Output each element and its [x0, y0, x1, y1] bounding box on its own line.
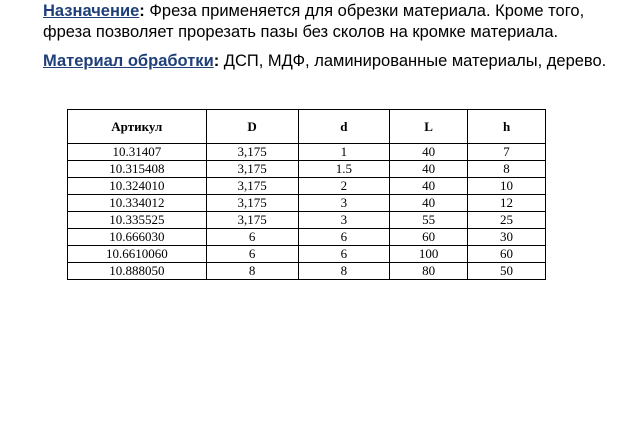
cell-D: 3,175	[206, 195, 298, 212]
cell-D: 3,175	[206, 178, 298, 195]
cell-d: 1	[298, 144, 390, 161]
table-row	[68, 195, 546, 212]
cell-D: 3,175	[206, 144, 298, 161]
cell-D: 3,175	[206, 161, 298, 178]
cell-d: 3	[298, 212, 390, 229]
cell-article: 10.334012	[68, 195, 207, 212]
cell-L: 55	[390, 212, 468, 229]
header-article: Артикул	[68, 110, 207, 144]
cell-L: 60	[390, 229, 468, 246]
table-row	[68, 212, 546, 229]
material-label: Материал обработки	[43, 52, 214, 70]
material-paragraph	[43, 51, 633, 72]
material-colon: :	[213, 52, 220, 70]
purpose-label: Назначение	[43, 2, 140, 20]
table-body	[68, 144, 546, 280]
cell-d: 1.5	[298, 161, 390, 178]
cell-article: 10.888050	[68, 263, 207, 280]
cell-L: 40	[390, 161, 468, 178]
cell-h: 12	[468, 195, 546, 212]
cell-article: 10.666030	[68, 229, 207, 246]
cell-h: 30	[468, 229, 546, 246]
header-L: L	[390, 110, 468, 144]
purpose-text: Фреза применяется для обрезки материала. Кроме того, фреза позволяет прорезать пазы без сколов на кромке материала.	[43, 2, 585, 41]
table-row	[68, 144, 546, 161]
cell-d: 3	[298, 195, 390, 212]
spec-table	[67, 109, 546, 280]
cell-D: 6	[206, 246, 298, 263]
cell-article: 10.335525	[68, 212, 207, 229]
cell-h: 60	[468, 246, 546, 263]
cell-D: 6	[206, 229, 298, 246]
cell-D: 3,175	[206, 212, 298, 229]
table-header-row	[68, 110, 546, 144]
table-row	[68, 246, 546, 263]
cell-article: 10.324010	[68, 178, 207, 195]
cell-h: 50	[468, 263, 546, 280]
table-row	[68, 178, 546, 195]
cell-h: 7	[468, 144, 546, 161]
cell-d: 2	[298, 178, 390, 195]
cell-d: 6	[298, 229, 390, 246]
table-row	[68, 263, 546, 280]
table-row	[68, 161, 546, 178]
cell-L: 80	[390, 263, 468, 280]
cell-D: 8	[206, 263, 298, 280]
cell-L: 40	[390, 144, 468, 161]
purpose-colon: :	[139, 2, 145, 20]
cell-h: 8	[468, 161, 546, 178]
header-d: d	[298, 110, 390, 144]
cell-article: 10.31407	[68, 144, 207, 161]
cell-article: 10.6610060	[68, 246, 207, 263]
material-text: ДСП, МДФ, ламинированные материалы, дерево.	[219, 52, 607, 70]
cell-d: 8	[298, 263, 390, 280]
cell-L: 40	[390, 178, 468, 195]
cell-h: 10	[468, 178, 546, 195]
header-h: h	[468, 110, 546, 144]
cell-L: 40	[390, 195, 468, 212]
cell-L: 100	[390, 246, 468, 263]
cell-article: 10.315408	[68, 161, 207, 178]
cell-h: 25	[468, 212, 546, 229]
header-D: D	[206, 110, 298, 144]
cell-d: 6	[298, 246, 390, 263]
table-row	[68, 229, 546, 246]
purpose-paragraph	[43, 1, 633, 43]
